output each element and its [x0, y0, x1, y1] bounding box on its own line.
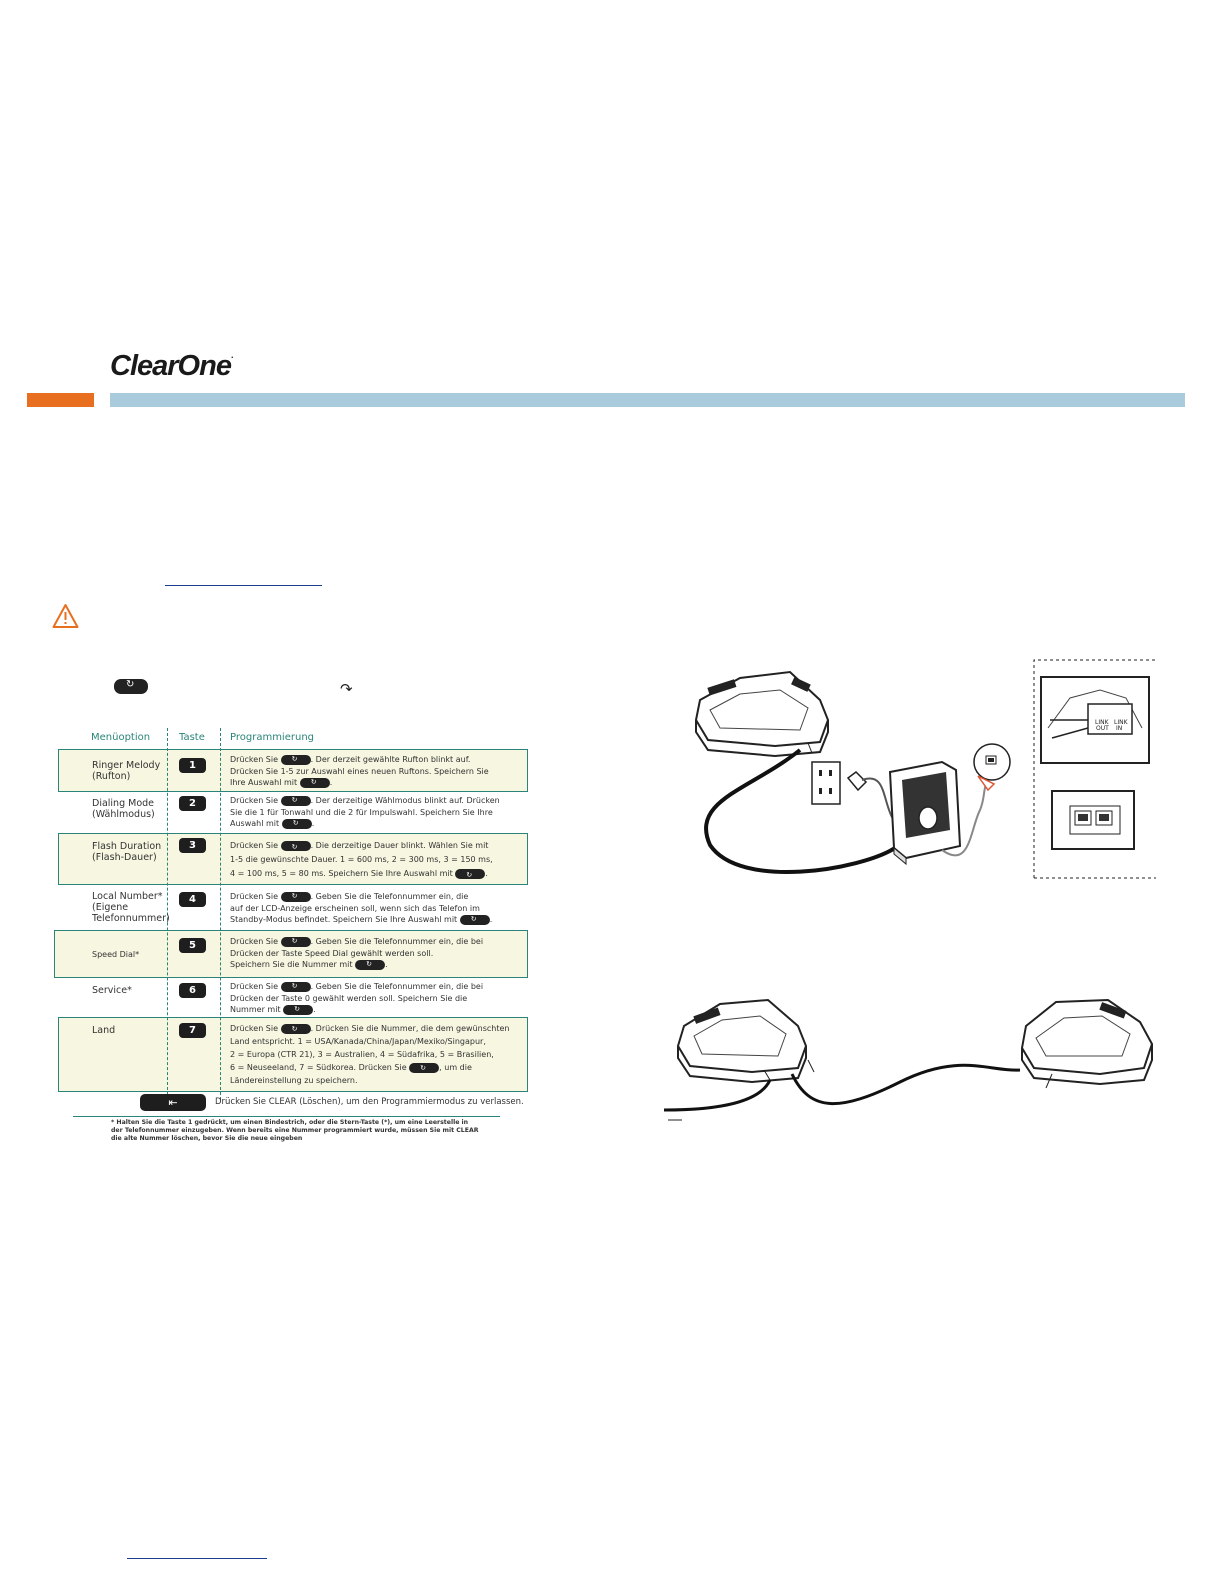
line-cable — [664, 1080, 770, 1110]
wall-jack-illustration — [974, 744, 1010, 790]
interface-module-illustration — [890, 762, 960, 864]
key-5: 5 — [179, 938, 206, 953]
program-key-icon — [281, 892, 311, 902]
table-row-3-desc: Drücken Sie ↻ . Die derzeitige Dauer blinkt. Wählen Sie mit 1-5 die gewünschte Dauer. 1 = 600 ms, 2 = 300 ms, 3 = 150 ms, 4 = 100 ms, 5 = 80 ms. Speichern Sie Ihre Auswahl mit ↻ . — [230, 839, 520, 881]
header-rule-bar — [110, 393, 1185, 407]
program-key-icon — [114, 679, 148, 694]
footnote-rule — [73, 1116, 500, 1117]
jack-label-link-out: LINK — [1095, 719, 1109, 726]
program-key-icon — [281, 841, 311, 851]
key-6: 6 — [179, 983, 206, 998]
program-key-icon — [409, 1063, 439, 1073]
program-key-icon — [300, 778, 330, 788]
hyperlink-underline[interactable] — [165, 585, 322, 586]
program-key-icon — [281, 755, 311, 765]
program-key-icon — [283, 1005, 313, 1015]
program-key-icon — [282, 819, 312, 829]
menu-option-service: Service* — [92, 985, 132, 996]
phone-unit-illustration — [678, 1000, 806, 1082]
key-7: 7 — [179, 1023, 206, 1038]
hyperlink-underline[interactable] — [127, 1558, 267, 1559]
footnote: * Halten Sie die Taste 1 gedrückt, um einen Bindestrich, oder die Stern-Taste (*), um eine Leerstelle in der Telefonnummer einzugeben. Wenn bereits eine Nummer programmiert wurde, müssen Sie mit CLEAR die alte Nummer löschen, bevor Sie die neue eingeben — [111, 1119, 479, 1142]
program-key-icon — [281, 937, 311, 947]
menu-option-dialing-mode: Dialing Mode (Wählmodus) — [92, 798, 155, 820]
enter-arrow-icon: ↷ — [340, 680, 353, 698]
program-key-icon — [281, 982, 311, 992]
menu-option-ringer-melody: Ringer Melody (Rufton) — [92, 760, 161, 782]
table-row-5-desc: Drücken Sie ↻ . Geben Sie die Telefonnummer ein, die bei Drücken der Taste Speed Dial gewählt werden soll. Speichern Sie die Nummer mit ↻ . — [230, 936, 520, 971]
column-divider — [220, 728, 221, 1100]
clear-key-icon: ⇤ — [140, 1094, 206, 1111]
svg-text:IN: IN — [1116, 725, 1123, 732]
table-row-2-desc: Drücken Sie ↻ . Der derzeitige Wählmodus blinkt auf. Drücken Sie die 1 für Tonwahl und die 2 für Impulswahl. Speichern Sie Ihre Auswahl mit ↻ . — [230, 795, 520, 830]
header-programming: Programmierung — [230, 732, 314, 743]
key-1: 1 — [179, 758, 206, 773]
wall-outlet-illustration — [812, 762, 840, 804]
menu-option-land: Land — [92, 1025, 116, 1036]
program-key-icon — [355, 960, 385, 970]
program-key-icon — [460, 915, 490, 925]
setup-diagram-linked-phones — [660, 992, 1170, 1132]
header-key: Taste — [179, 732, 205, 743]
warning-triangle-icon — [52, 603, 79, 629]
jack-label-link-in: LINK — [1114, 719, 1128, 726]
clear-instruction: Drücken Sie CLEAR (Löschen), um den Programmiermodus zu verlassen. — [215, 1097, 524, 1107]
link-cable — [792, 1065, 1020, 1103]
connector-inset-diagram — [1030, 658, 1160, 880]
header-menu-option: Menüoption — [91, 732, 151, 743]
svg-text:OUT: OUT — [1096, 725, 1109, 732]
menu-option-local-number: Local Number* (Eigene Telefonnummer) — [92, 891, 170, 924]
key-4: 4 — [179, 892, 206, 907]
clearone-logo: ClearOne. — [110, 350, 233, 382]
key-2: 2 — [179, 796, 206, 811]
program-key-icon — [281, 1024, 311, 1034]
menu-option-flash-duration: Flash Duration (Flash-Dauer) — [92, 841, 162, 863]
program-key-icon — [281, 796, 311, 806]
menu-option-speed-dial: Speed Dial* — [92, 950, 140, 959]
phone-unit-illustration — [1022, 1000, 1152, 1084]
table-row-7-desc: Drücken Sie ↻ . Drücken Sie die Nummer, die dem gewünschten Land entspricht. 1 = USA/Kanada/China/Japan/Mexiko/Singapur, 2 = Europa (CTR 21), 3 = Australien, 4 = Südafrika, 5 = Brasilien, 6 = Neuseeland, 7 = Südkorea. Drücken Sie ↻ , um die Ländereinstellung zu speichern. — [230, 1022, 520, 1087]
orange-accent-bar — [27, 393, 94, 407]
table-row-1-desc: Drücken Sie ↻ . Der derzeit gewählte Rufton blinkt auf. Drücken Sie 1-5 zur Auswahl eines neuen Ruftons. Speichern Sie Ihre Auswahl mit ↻ . — [230, 754, 520, 789]
table-row-6-desc: Drücken Sie ↻ . Geben Sie die Telefonnummer ein, die bei Drücken der Taste 0 gewählt werden soll. Speichern Sie die Nummer mit ↻ . — [230, 981, 520, 1016]
program-key-icon — [455, 869, 485, 879]
phone-cable — [706, 750, 895, 872]
key-3: 3 — [179, 838, 206, 853]
setup-diagram-power — [680, 650, 1040, 890]
table-row-4-desc: Drücken Sie ↻ . Geben Sie die Telefonnummer ein, die auf der LCD-Anzeige erscheinen soll, wenn sich das Telefon im Standby-Modus befindet. Speichern Sie Ihre Auswahl mit ↻ . — [230, 891, 520, 926]
